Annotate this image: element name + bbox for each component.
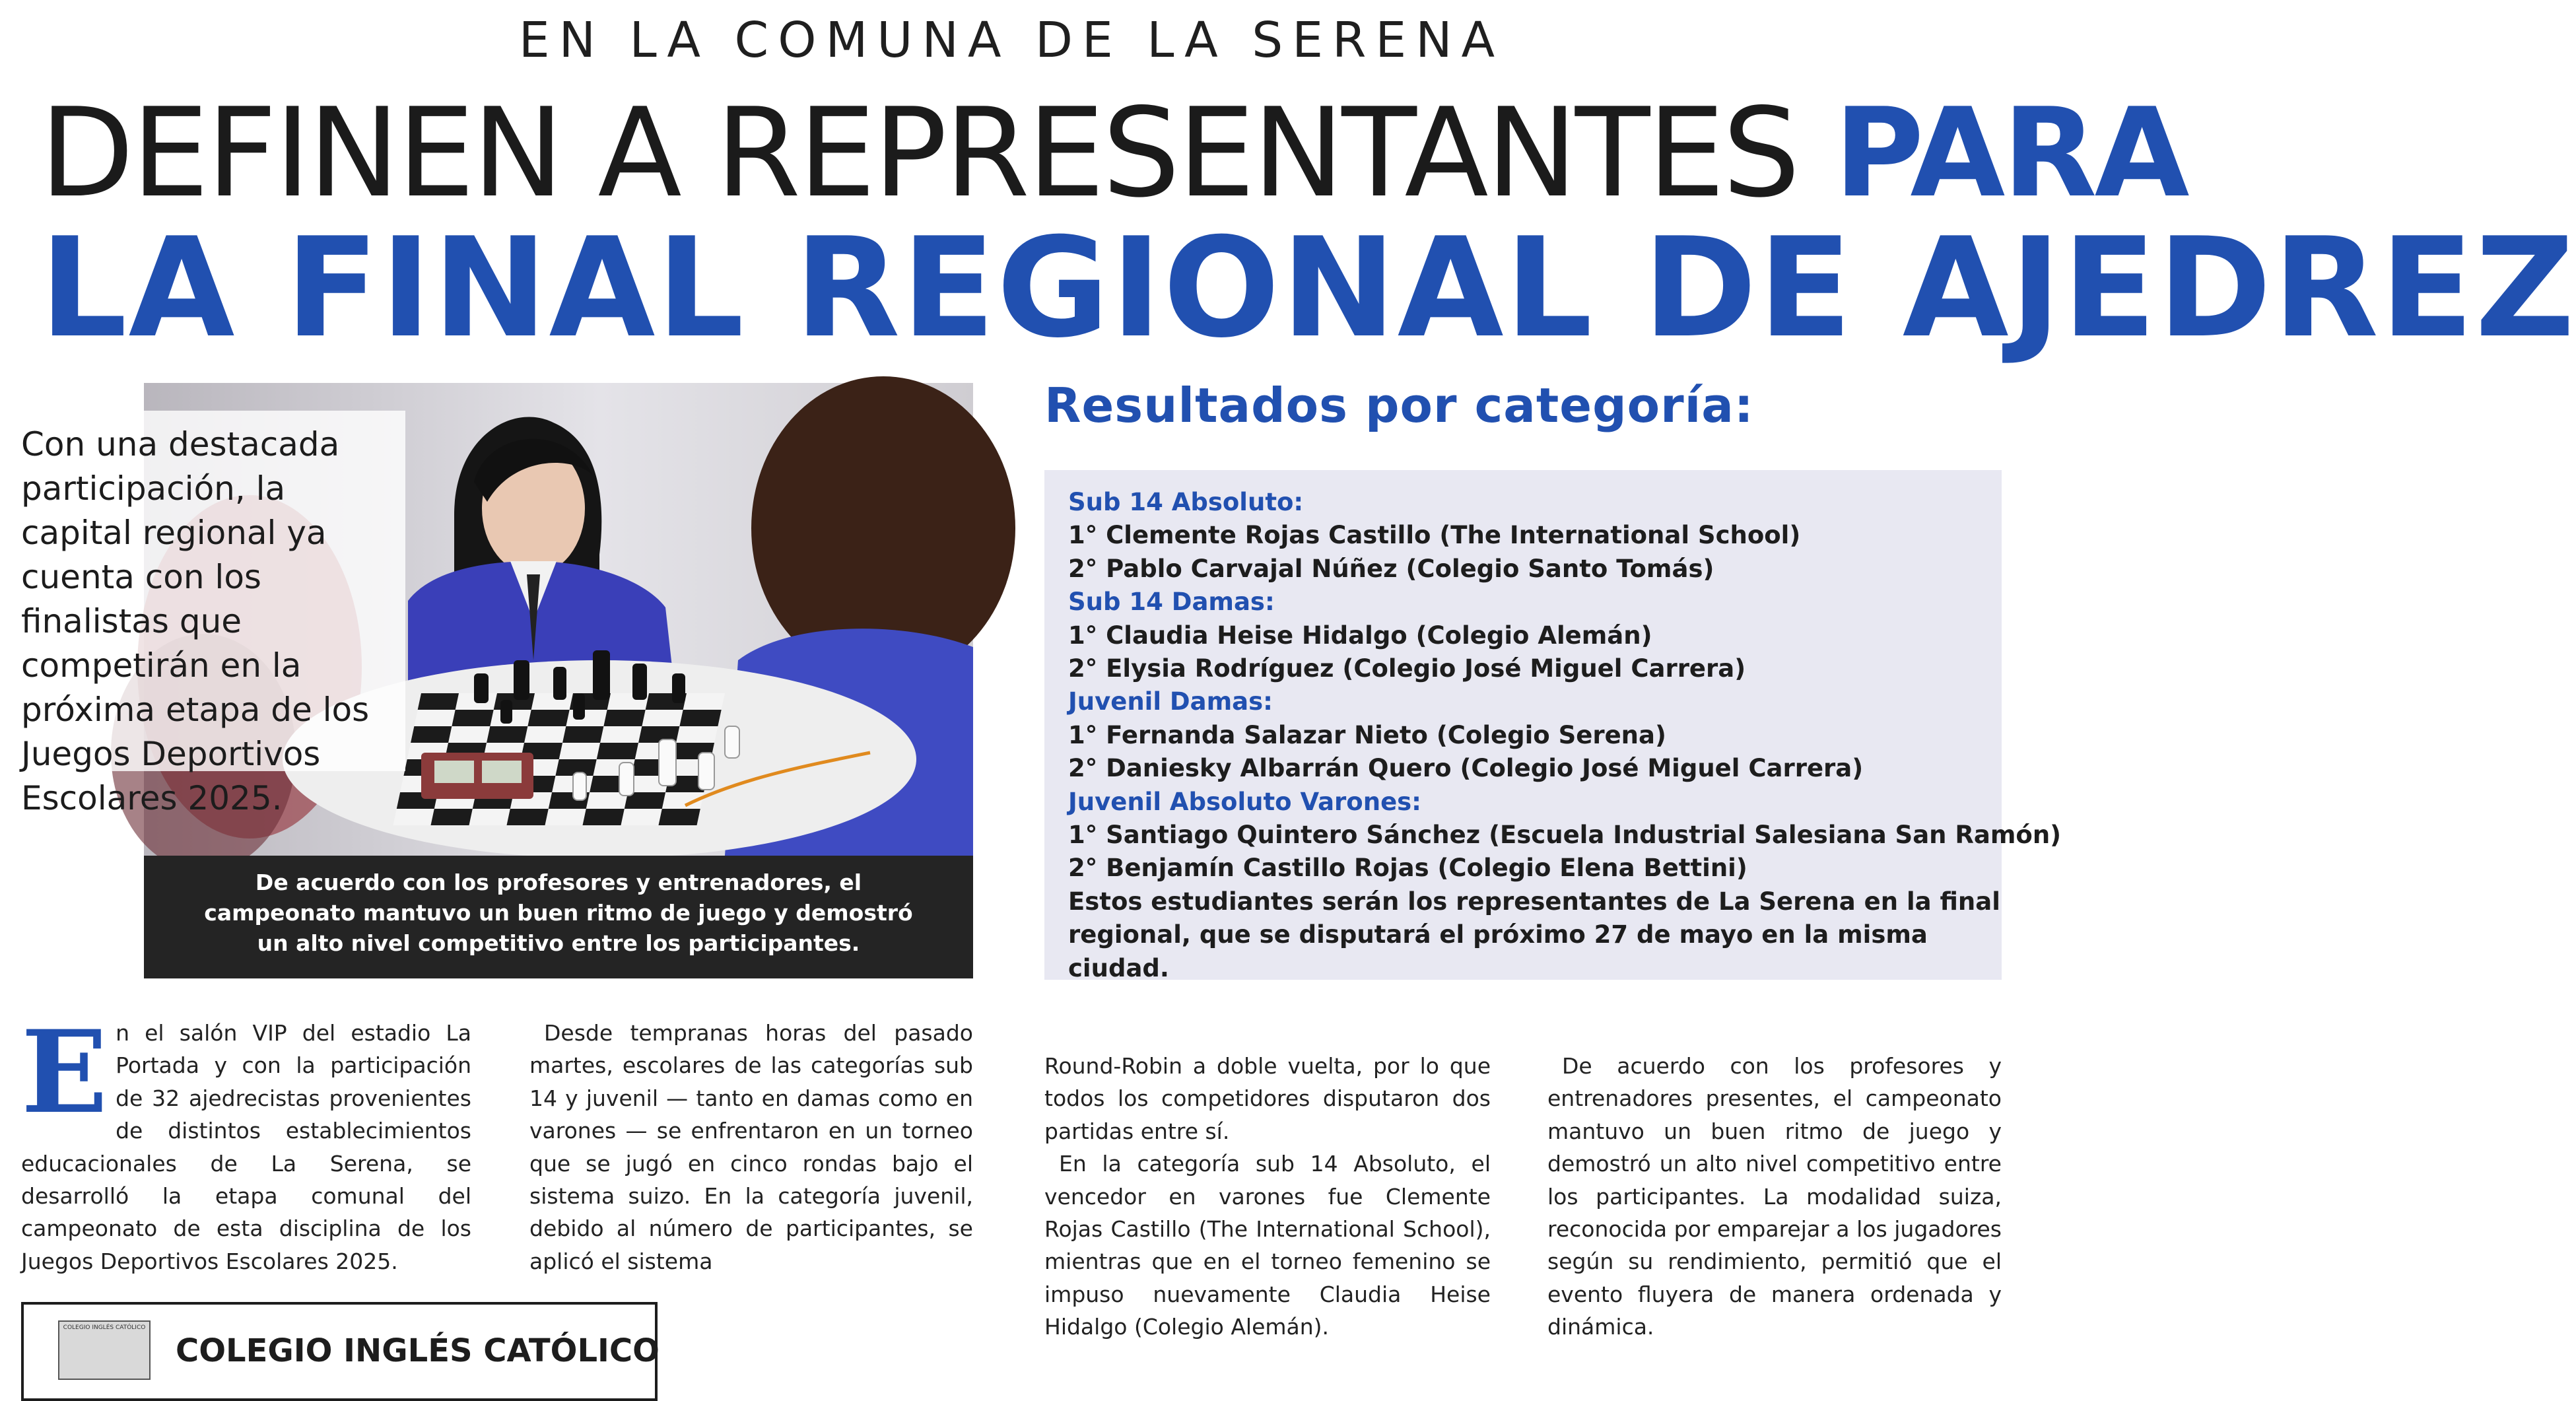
kicker: EN LA COMUNA DE LA SERENA <box>518 12 1505 69</box>
result-line: 2° Benjamín Castillo Rojas (Colegio Elena Bettini) <box>1068 854 1747 883</box>
body-column-1 <box>21 1005 471 1278</box>
result-line: 2° Pablo Carvajal Núñez (Colegio Santo Tomás) <box>1068 554 1714 583</box>
body-paragraph: Round-Robin a doble vuelta, por lo que todos los competidores disputaron dos partidas entre sí. <box>1044 1053 1491 1144</box>
body-paragraph: Desde tempranas horas del pasado martes, escolares de las categorías sub 14 y juvenil — tanto en damas como en varones — se enfrentaron en un torneo que se jugó en cinco rondas bajo el sistema suizo. En la categoría juvenil, debido al número de participantes, se aplicó el sistema <box>529 1020 973 1274</box>
body-column-4 <box>1547 1050 2002 1344</box>
headline-blue-part: PARA <box>1834 81 2187 224</box>
headline <box>40 81 2576 368</box>
category-heading: Sub 14 Damas: <box>1068 588 1275 617</box>
body-paragraph: n el salón VIP del estadio La Portada y con la participación de 32 ajedrecistas provenientes de distintos establecimientos educacionales de La Serena, se desarrolló la etapa comunal del campeonato de esta disciplina de los Juegos Deportivos Escolares 2025. <box>21 1020 471 1274</box>
photo-caption: De acuerdo con los profesores y entrenadores, el campeonato mantuvo un buen ritmo de juego y demostró un alto nivel competitivo entre los participantes. <box>144 856 973 978</box>
headline-thin-part: DEFINEN A REPRESENTANTES <box>40 81 1835 224</box>
sponsor-logo-text: COLEGIO INGLÉS CATÓLICO <box>63 1324 146 1331</box>
intro-text: Con una destacada participación, la capital regional ya cuenta con los finalistas que competirán en la próxima etapa de los Juegos Deportivos Escolares 2025. <box>21 425 370 817</box>
category-heading: Juvenil Absoluto Varones: <box>1068 787 1421 816</box>
result-line: 2° Daniesky Albarrán Quero (Colegio José Miguel Carrera) <box>1068 754 1864 783</box>
body-column-2 <box>529 1017 973 1278</box>
body-column-3 <box>1044 1050 1491 1344</box>
result-line: 1° Fernanda Salazar Nieto (Colegio Serena) <box>1068 720 1666 749</box>
category-heading: Juvenil Damas: <box>1068 687 1273 716</box>
body-paragraph: De acuerdo con los profesores y entrenadores presentes, el campeonato mantuvo un buen ritmo de juego y demostró un alto nivel competitivo entre los participantes. La modalidad suiza, reconocida por emparejar a los jugadores según su rendimiento, permitió que el evento fluyera de manera ordenada y dinámica. <box>1547 1053 2002 1340</box>
sponsor-logo <box>58 1320 151 1380</box>
results-title: Resultados por categoría: <box>1044 378 1754 433</box>
result-line: 2° Elysia Rodríguez (Colegio José Miguel Carrera) <box>1068 654 1746 683</box>
headline-line-1 <box>40 81 2187 224</box>
result-line: 1° Clemente Rojas Castillo (The International School) <box>1068 521 1801 550</box>
body-paragraph: En la categoría sub 14 Absoluto, el vencedor en varones fue Clemente Rojas Castillo (The International School), mientras que en el torneo femenino se impuso nuevamente Claudia Heise Hidalgo (Colegio Alemán). <box>1044 1151 1491 1340</box>
result-line: 1° Santiago Quintero Sánchez (Escuela Industrial Salesiana San Ramón) <box>1068 821 2062 850</box>
sponsor-name: COLEGIO INGLÉS CATÓLICO <box>176 1332 660 1369</box>
drop-cap: E <box>21 1005 108 1139</box>
headline-line-2: LA FINAL REGIONAL DE AJEDREZ <box>40 209 2576 368</box>
results-box <box>1044 470 2062 982</box>
results-closing: Estos estudiantes serán los representantes de La Serena en la final regional, que se disputará el próximo 27 de mayo en la misma ciudad. <box>1068 887 2000 982</box>
category-heading: Sub 14 Absoluto: <box>1068 488 1304 516</box>
result-line: 1° Claudia Heise Hidalgo (Colegio Alemán) <box>1068 621 1652 650</box>
